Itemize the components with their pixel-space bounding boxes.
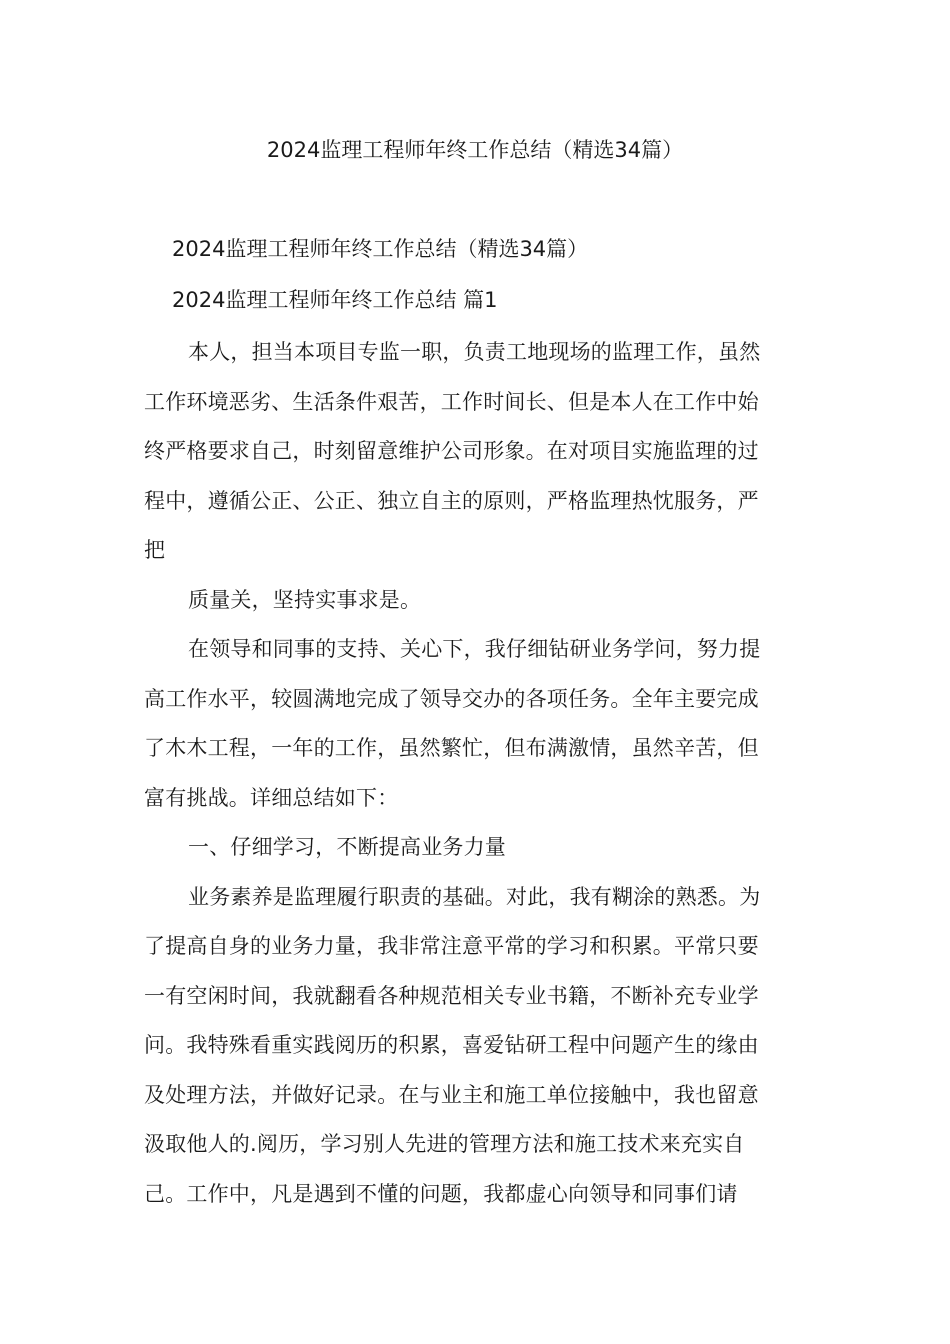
text-line: 了提高自身的业务力量，我非常注意平常的学习和积累。平常只要 xyxy=(144,934,759,958)
paragraph-2 xyxy=(144,576,808,626)
text-line: 在领导和同事的支持、关心下，我仔细钻研业务学问，努力提 xyxy=(188,637,761,661)
text-line: 富有挑战。详细总结如下： xyxy=(144,785,399,810)
text-line: 质量关，坚持实事求是。 xyxy=(188,587,422,612)
text-line: 程中，遵循公正、公正、独立自主的原则，严格监理热忱服务，严 xyxy=(144,488,759,513)
text-line: 高工作水平，较圆满地完成了领导交办的各项任务。全年主要完成 xyxy=(144,686,759,711)
text-line: 了木木工程，一年的工作，虽然繁忙，但布满激情，虽然辛苦，但 xyxy=(144,736,759,760)
text-line: 把 xyxy=(144,538,166,562)
text-line: 一、仔细学习，不断提高业务力量 xyxy=(188,835,506,859)
text-line: 终严格要求自己，时刻留意维护公司形象。在对项目实施监理的过 xyxy=(144,439,759,463)
text-line: 一有空闲时间，我就翻看各种规范相关专业书籍，不断补充专业学 xyxy=(144,983,759,1008)
paragraph-3 xyxy=(144,625,808,823)
text-line: 及处理方法，并做好记录。在与业主和施工单位接触中，我也留意 xyxy=(144,1082,759,1107)
section-heading-1 xyxy=(144,823,808,873)
document-subtitle: 2024监理工程师年终工作总结（精选34篇） xyxy=(172,237,589,261)
text-line: 问。我特殊看重实践阅历的积累，喜爱钻研工程中问题产生的缘由 xyxy=(144,1033,759,1057)
paragraph-1 xyxy=(144,328,808,576)
document-title: 2024监理工程师年终工作总结（精选34篇） xyxy=(266,138,684,162)
text-line: 工作环境恶劣、生活条件艰苦，工作时间长、但是本人在工作中始 xyxy=(144,389,759,414)
text-line: 汲取他人的.阅历，学习别人先进的管理方法和施工技术来充实自 xyxy=(144,1132,745,1156)
section-heading: 2024监理工程师年终工作总结 篇1 xyxy=(172,288,498,312)
paragraph-4 xyxy=(144,873,808,1220)
body-text xyxy=(144,328,808,1219)
text-line: 己。工作中，凡是遇到不懂的问题，我都虚心向领导和同事们请 xyxy=(144,1181,738,1206)
text-line: 本人，担当本项目专监一职，负责工地现场的监理工作，虽然 xyxy=(188,340,761,364)
text-line: 业务素养是监理履行职责的基础。对此，我有糊涂的熟悉。为 xyxy=(188,884,761,909)
